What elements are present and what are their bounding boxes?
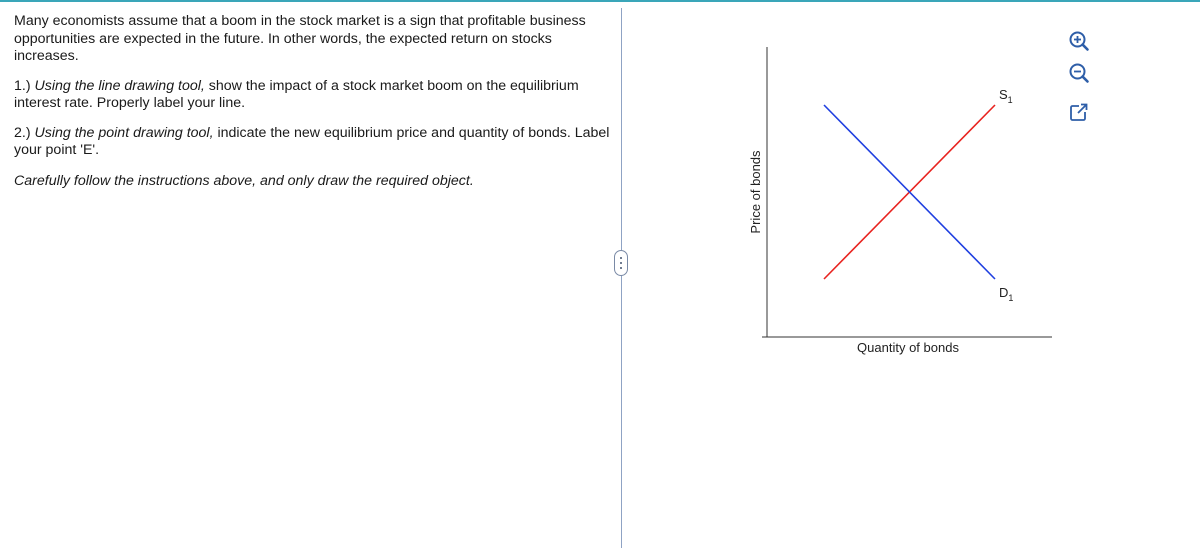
question-pane bbox=[0, 2, 620, 548]
bond-market-graph[interactable] bbox=[622, 2, 1200, 548]
question-text bbox=[14, 13, 614, 203]
step-1-number: 1.) bbox=[14, 77, 35, 94]
step-2-instruction: indicate the new equilibrium price and quantity of bonds. Label your point 'E'. bbox=[14, 124, 610, 158]
curve-label-s1: $S_1$ bbox=[999, 87, 1013, 105]
step-2-tool: Using the point drawing tool, bbox=[34, 124, 214, 141]
zoom-out-icon[interactable] bbox=[1068, 62, 1090, 84]
graph-series bbox=[824, 87, 1013, 303]
curve-label-d1: $D_1$ bbox=[999, 285, 1014, 303]
y-axis-label: Price of bonds bbox=[748, 150, 763, 234]
question-step-2 bbox=[14, 125, 614, 160]
x-axis-label: Quantity of bonds bbox=[857, 340, 959, 355]
question-intro: Many economists assume that a boom in the stock market is a sign that profitable business opportunities are expected in the future. In other words, the expected return on stocks increases. bbox=[14, 13, 586, 64]
popout-icon[interactable] bbox=[1068, 101, 1090, 123]
note-text: Carefully follow the instructions above, and only draw the required object. bbox=[14, 172, 474, 189]
step-1-tool: Using the line drawing tool, bbox=[34, 77, 205, 94]
step-1-instruction: show the impact of a stock market boom on the equilibrium interest rate. Properly label your line. bbox=[14, 77, 579, 111]
step-2-number: 2.) bbox=[14, 124, 35, 141]
question-step-1 bbox=[14, 78, 614, 113]
question-note bbox=[14, 173, 614, 191]
zoom-in-icon[interactable] bbox=[1068, 30, 1090, 52]
